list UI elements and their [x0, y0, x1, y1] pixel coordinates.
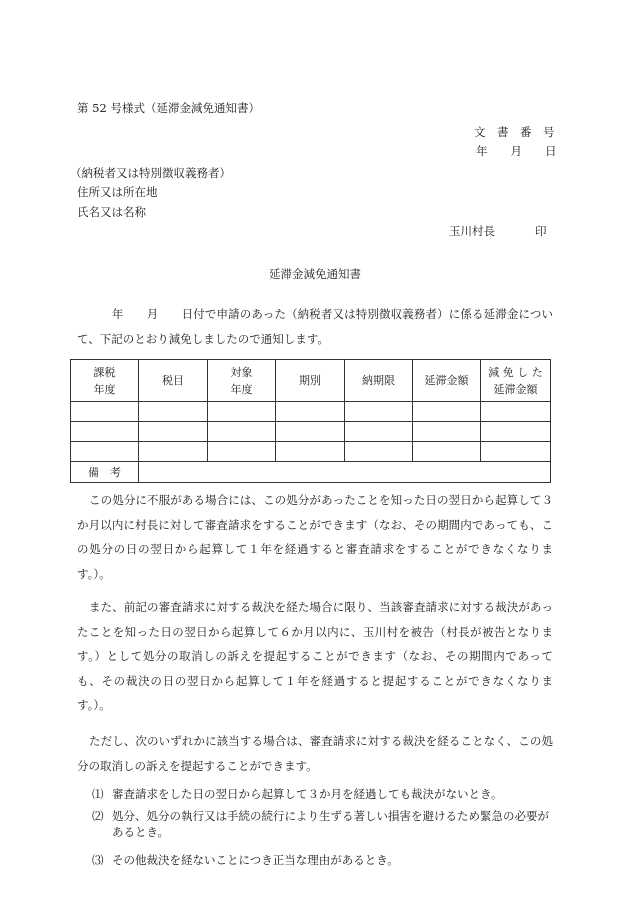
remarks-row — [71, 462, 551, 483]
condition-number: ⑵ — [92, 809, 104, 823]
delinquency-table — [70, 359, 551, 483]
notice-paragraph-3: ただし、次のいずれかに該当する場合は、審査請求に対する裁決を経ることなく、この処分の取消しの訴えを提起することができます。 — [77, 734, 553, 773]
date-field: 年 月 日 — [476, 144, 557, 158]
header-delinquency-amount: 延滞金額 — [413, 360, 481, 402]
header-target-year: 対象 年度 — [208, 360, 276, 402]
header-tax-item: 税目 — [139, 360, 208, 402]
header-due-date: 納期限 — [345, 360, 413, 402]
condition-number: ⑶ — [92, 853, 104, 867]
table-row — [71, 442, 551, 462]
header-tax-year: 課税 年度 — [71, 360, 139, 402]
remarks-value — [139, 462, 551, 483]
table-row — [71, 402, 551, 422]
notice-paragraph-1: この処分に不服がある場合には、この処分があったことを知った日の翌日から起算して３か月以内に村長に対して審査請求をすることができます（なお、その期間内であっても、この処分の日の翌日から起算して１年を経過すると審査請求をすることができなくなります。）。 — [77, 493, 553, 581]
header-period: 期別 — [276, 360, 345, 402]
seal-mark: 印 — [535, 224, 547, 238]
header-reduced-amount: 減 免 し た 延滞金額 — [481, 360, 551, 402]
form-title: 第 52 号様式（延滞金減免通知書） — [77, 101, 260, 115]
address-label: 住所又は所在地 — [77, 185, 158, 199]
remarks-label: 備 考 — [71, 462, 139, 483]
table-row — [71, 422, 551, 442]
condition-number: ⑴ — [92, 787, 104, 801]
intro-paragraph: 年 月 日付で申請のあった（納税者又は特別徴収義務者）に係る延滞金について、下記のとおり減免しましたので通知します。 — [77, 307, 553, 346]
addressee-type: （納税者又は特別徴収義務者） — [70, 166, 231, 180]
condition-text: その他裁決を経ないことにつき正当な理由があるとき。 — [112, 853, 399, 867]
name-label: 氏名又は名称 — [77, 205, 146, 219]
table-header-row — [71, 360, 551, 402]
document-number-label: 文 書 番 号 — [474, 125, 555, 139]
notice-paragraph-2: また、前記の審査請求に対する裁決を経た場合に限り、当該審査請求に対する裁決があったことを知った日の翌日から起算して６か月以内に、玉川村を被告（村長が被告となります。）として処分の取消しの訴えを提起することができます（なお、その期間内であっても、その裁決の日の翌日から起算して１年を経過すると提起することができなくなります。）。 — [77, 600, 553, 713]
document-title: 延滞金減免通知書 — [269, 267, 361, 281]
condition-text: 処分、処分の執行又は手続の続行により生ずる著しい損害を避けるため緊急の必要があるとき。 — [112, 809, 549, 839]
condition-text: 審査請求をした日の翌日から起算して３か月を経過しても裁決がないとき。 — [112, 787, 503, 801]
issuer-name: 玉川村長 — [449, 224, 495, 238]
